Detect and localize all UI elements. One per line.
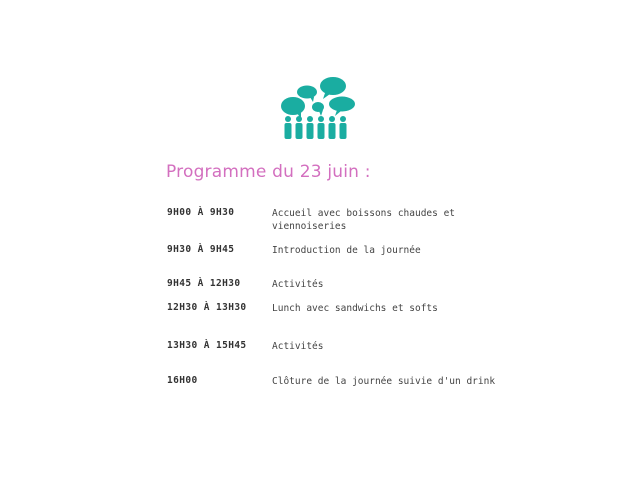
schedule-activity: Introduction de la journée xyxy=(272,245,421,256)
schedule-time: 12H30 À 13H30 xyxy=(167,302,247,313)
schedule-activity: Activités xyxy=(272,341,324,352)
schedule-time: 9H30 À 9H45 xyxy=(167,244,235,255)
page-title: Programme du 23 juin : xyxy=(166,162,371,182)
schedule-activity: Clôture de la journée suivie d'un drink xyxy=(272,376,496,387)
people-speech-bubbles-icon xyxy=(279,76,359,140)
schedule-time: 13H30 À 15H45 xyxy=(167,340,247,351)
schedule-time: 16H00 xyxy=(167,375,198,386)
schedule-time: 9H45 À 12H30 xyxy=(167,278,241,289)
schedule-activity: Accueil avec boissons chaudes et viennoiseries xyxy=(272,208,456,232)
schedule-activity: Lunch avec sandwichs et softs xyxy=(272,303,438,314)
schedule-time: 9H00 À 9H30 xyxy=(167,207,235,218)
schedule-activity: Activités xyxy=(272,279,324,290)
